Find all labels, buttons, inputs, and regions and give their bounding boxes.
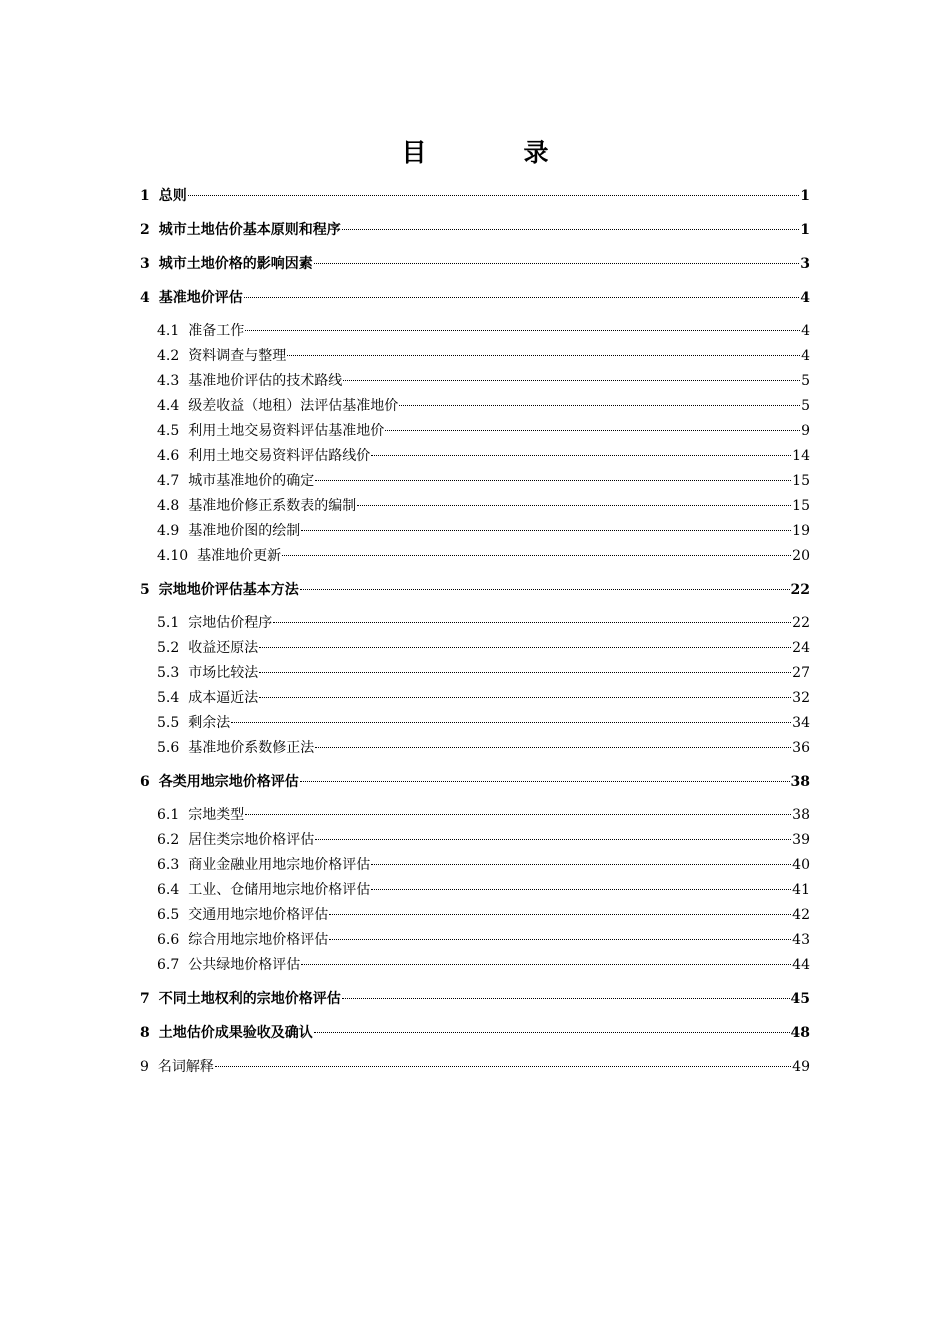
dot-leader xyxy=(329,914,791,915)
dot-leader xyxy=(342,998,790,999)
dot-leader xyxy=(259,647,791,648)
toc-entry-title: 基准地价更新 xyxy=(197,548,282,564)
dot-leader xyxy=(357,505,791,506)
toc-entry-title: 总则 xyxy=(158,188,187,204)
dot-leader xyxy=(245,814,791,815)
dot-leader xyxy=(215,1066,791,1067)
toc-subentry[interactable] xyxy=(140,928,810,953)
toc-entry-page: 19 xyxy=(792,523,810,539)
toc-entry-number: 1 xyxy=(140,188,150,204)
toc-entry-number: 4.8 xyxy=(157,498,180,514)
toc-entry-number: 4 xyxy=(140,290,150,306)
toc-entry-page: 41 xyxy=(792,882,810,898)
toc-entry-title: 工业、仓储用地宗地价格评估 xyxy=(188,882,371,898)
dot-leader xyxy=(342,229,800,230)
toc-entry-page: 5 xyxy=(801,373,810,389)
toc-entry-page: 49 xyxy=(792,1059,810,1075)
toc-entry-title: 各类用地宗地价格评估 xyxy=(158,774,299,790)
dot-leader xyxy=(371,889,791,890)
toc-subentry[interactable] xyxy=(140,544,810,569)
toc-subentry[interactable] xyxy=(140,319,810,344)
dot-leader xyxy=(282,555,791,556)
toc-entry-title: 收益还原法 xyxy=(188,640,259,656)
toc-entry-page: 3 xyxy=(800,256,810,272)
toc-entry-page: 9 xyxy=(801,423,810,439)
toc-entry-number: 4.7 xyxy=(157,473,180,489)
toc-subentry[interactable] xyxy=(140,878,810,903)
toc-entry-title: 基准地价系数修正法 xyxy=(188,740,315,756)
toc-entry-page: 42 xyxy=(792,907,810,923)
toc-subentry[interactable] xyxy=(140,469,810,494)
toc-entry-number: 4.6 xyxy=(157,448,180,464)
toc-entry-number: 5.3 xyxy=(157,665,180,681)
dot-leader xyxy=(315,747,791,748)
toc-entry[interactable] xyxy=(140,986,810,1012)
toc-subentry[interactable] xyxy=(140,853,810,878)
toc-entry-title: 土地估价成果验收及确认 xyxy=(158,1025,313,1041)
toc-entry-number: 2 xyxy=(140,222,150,238)
toc-entry-title: 商业金融业用地宗地价格评估 xyxy=(188,857,371,873)
toc-subentry[interactable] xyxy=(140,419,810,444)
dot-leader xyxy=(314,263,800,264)
toc-entry-number: 6.7 xyxy=(157,957,180,973)
toc-entry-title: 居住类宗地价格评估 xyxy=(188,832,315,848)
dot-leader xyxy=(245,330,800,331)
toc-entry-page: 1 xyxy=(800,188,810,204)
toc-entry-number: 5.1 xyxy=(157,615,180,631)
toc-entry-number: 6.6 xyxy=(157,932,180,948)
toc-entry-title: 名词解释 xyxy=(157,1059,214,1075)
toc-entry-title: 基准地价修正系数表的编制 xyxy=(188,498,357,514)
dot-leader xyxy=(315,480,791,481)
toc-entry-number: 4.4 xyxy=(157,398,180,414)
toc-entry-page: 48 xyxy=(790,1025,810,1041)
dot-leader xyxy=(371,455,791,456)
toc-entry-number: 5.4 xyxy=(157,690,180,706)
dot-leader xyxy=(188,195,800,196)
toc-entry-number: 4.3 xyxy=(157,373,180,389)
toc-entry-page: 39 xyxy=(792,832,810,848)
toc-entry-page: 44 xyxy=(792,957,810,973)
toc-entry-title: 级差收益（地租）法评估基准地价 xyxy=(188,398,399,414)
toc-entry-page: 45 xyxy=(790,991,810,1007)
toc-subentry[interactable] xyxy=(140,661,810,686)
dot-leader xyxy=(300,589,790,590)
toc-entry[interactable] xyxy=(140,577,810,603)
toc-entry-title: 利用土地交易资料评估基准地价 xyxy=(188,423,385,439)
toc-entry-number: 5.2 xyxy=(157,640,180,656)
toc-entry-page: 24 xyxy=(792,640,810,656)
toc-entry-title: 宗地地价评估基本方法 xyxy=(158,582,299,598)
toc-entry-page: 4 xyxy=(801,323,810,339)
dot-leader xyxy=(259,697,791,698)
toc-entry-number: 5.6 xyxy=(157,740,180,756)
toc-entry-title: 城市土地估价基本原则和程序 xyxy=(158,222,341,238)
toc-subentry[interactable] xyxy=(140,369,810,394)
toc-entry[interactable] xyxy=(140,251,810,277)
toc-entry-page: 22 xyxy=(790,582,810,598)
toc-entry[interactable] xyxy=(140,1020,810,1046)
toc-entry-title: 基准地价评估 xyxy=(158,290,243,306)
toc-entry-number: 3 xyxy=(140,256,150,272)
toc-entry-page: 22 xyxy=(792,615,810,631)
toc-entry-number: 7 xyxy=(140,991,150,1007)
toc-entry-title: 宗地估价程序 xyxy=(188,615,273,631)
table-of-contents xyxy=(140,183,810,1080)
toc-entry-title: 综合用地宗地价格评估 xyxy=(188,932,329,948)
toc-subentry[interactable] xyxy=(140,903,810,928)
dot-leader xyxy=(259,672,791,673)
toc-entry-number: 5 xyxy=(140,582,150,598)
dot-leader xyxy=(244,297,800,298)
toc-subentry[interactable] xyxy=(140,736,810,761)
toc-entry-title: 利用土地交易资料评估路线价 xyxy=(188,448,371,464)
toc-entry-page: 1 xyxy=(800,222,810,238)
dot-leader xyxy=(300,781,790,782)
toc-entry-number: 6.5 xyxy=(157,907,180,923)
toc-subentry[interactable] xyxy=(140,953,810,978)
toc-entry-page: 36 xyxy=(792,740,810,756)
dot-leader xyxy=(371,864,791,865)
toc-entry-page: 15 xyxy=(792,473,810,489)
toc-entry-page: 27 xyxy=(792,665,810,681)
toc-entry-number: 8 xyxy=(140,1025,150,1041)
dot-leader xyxy=(314,1032,790,1033)
toc-entry-number: 6 xyxy=(140,774,150,790)
toc-entry-page: 43 xyxy=(792,932,810,948)
toc-entry-page: 40 xyxy=(792,857,810,873)
toc-subentry[interactable] xyxy=(140,394,810,419)
toc-entry[interactable] xyxy=(140,217,810,243)
toc-entry-page: 34 xyxy=(792,715,810,731)
toc-entry-number: 6.1 xyxy=(157,807,180,823)
toc-entry-number: 6.4 xyxy=(157,882,180,898)
toc-subentry[interactable] xyxy=(140,686,810,711)
toc-entry-page: 38 xyxy=(792,807,810,823)
toc-entry-title: 准备工作 xyxy=(188,323,245,339)
toc-subentry[interactable] xyxy=(140,636,810,661)
toc-entry-number: 5.5 xyxy=(157,715,180,731)
toc-entry-title: 宗地类型 xyxy=(188,807,245,823)
toc-entry-title: 市场比较法 xyxy=(188,665,259,681)
toc-entry-page: 38 xyxy=(790,774,810,790)
dot-leader xyxy=(301,530,791,531)
dot-leader xyxy=(287,355,800,356)
toc-entry[interactable] xyxy=(140,183,810,209)
toc-subentry[interactable] xyxy=(140,611,810,636)
toc-entry-title: 基准地价图的绘制 xyxy=(188,523,301,539)
toc-entry-title: 资料调查与整理 xyxy=(188,348,287,364)
dot-leader xyxy=(399,405,800,406)
dot-leader xyxy=(329,939,791,940)
toc-entry-page: 14 xyxy=(792,448,810,464)
toc-entry-title: 基准地价评估的技术路线 xyxy=(188,373,343,389)
toc-entry-number: 9 xyxy=(140,1059,149,1075)
dot-leader xyxy=(385,430,800,431)
dot-leader xyxy=(315,839,791,840)
dot-leader xyxy=(273,622,791,623)
toc-entry-page: 32 xyxy=(792,690,810,706)
toc-entry-title: 城市基准地价的确定 xyxy=(188,473,315,489)
toc-subentry[interactable] xyxy=(140,711,810,736)
toc-entry-number: 4.5 xyxy=(157,423,180,439)
toc-entry[interactable] xyxy=(140,285,810,311)
dot-leader xyxy=(343,380,800,381)
toc-entry-page: 20 xyxy=(792,548,810,564)
toc-entry-title: 剩余法 xyxy=(188,715,231,731)
toc-entry[interactable] xyxy=(140,1054,810,1080)
toc-entry-page: 5 xyxy=(801,398,810,414)
toc-entry-title: 不同土地权利的宗地价格评估 xyxy=(158,991,341,1007)
toc-subentry[interactable] xyxy=(140,828,810,853)
toc-subentry[interactable] xyxy=(140,519,810,544)
toc-entry-page: 4 xyxy=(801,348,810,364)
toc-entry-number: 6.3 xyxy=(157,857,180,873)
toc-subentry[interactable] xyxy=(140,803,810,828)
toc-entry-number: 4.1 xyxy=(157,323,180,339)
toc-entry-title: 成本逼近法 xyxy=(188,690,259,706)
toc-entry-title: 公共绿地价格评估 xyxy=(188,957,301,973)
page-title: 目 录 xyxy=(401,138,585,167)
toc-entry-title: 交通用地宗地价格评估 xyxy=(188,907,329,923)
toc-entry[interactable] xyxy=(140,769,810,795)
toc-entry-number: 4.9 xyxy=(157,523,180,539)
toc-entry-number: 6.2 xyxy=(157,832,180,848)
toc-entry-page: 15 xyxy=(792,498,810,514)
toc-entry-number: 4.10 xyxy=(157,548,189,564)
toc-entry-page: 4 xyxy=(800,290,810,306)
dot-leader xyxy=(301,964,791,965)
dot-leader xyxy=(231,722,791,723)
toc-entry-number: 4.2 xyxy=(157,348,180,364)
toc-entry-title: 城市土地价格的影响因素 xyxy=(158,256,313,272)
toc-subentry[interactable] xyxy=(140,444,810,469)
toc-subentry[interactable] xyxy=(140,344,810,369)
toc-subentry[interactable] xyxy=(140,494,810,519)
